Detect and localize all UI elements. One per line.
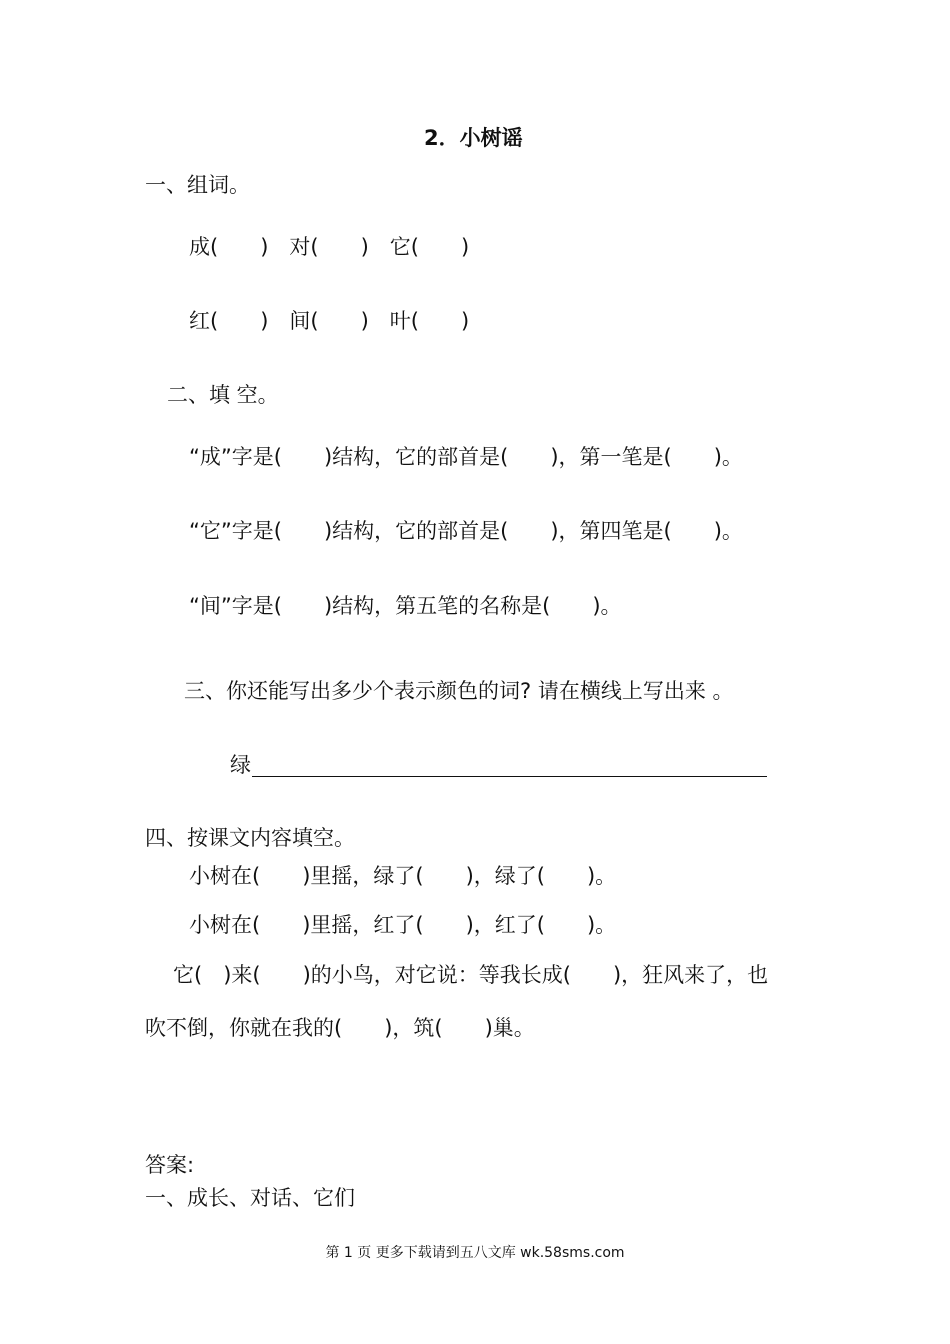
section1-row1: 成( ) 对( ) 它( ) <box>189 235 470 259</box>
section2-line3: “间”字是( )结构，第五笔的名称是( )。 <box>189 594 622 618</box>
section4-heading: 四、按课文内容填空。 <box>145 826 355 850</box>
section4-line2: 小树在( )里摇，红了( )，红了( )。 <box>189 913 617 937</box>
page-title: 2．小树谣 <box>424 126 523 150</box>
section2-line1: “成”字是( )结构，它的部首是( )，第一笔是( )。 <box>189 445 743 469</box>
answers-heading: 答案: <box>145 1153 195 1177</box>
section2-line2: “它”字是( )结构，它的部首是( )，第四笔是( )。 <box>189 519 743 543</box>
section4-line4: 吹不倒，你就在我的( )，筑( )巢。 <box>145 1016 535 1040</box>
section3-start-word: 绿 <box>230 753 251 777</box>
section4-line3: 它( )来( )的小鸟，对它说：等我长成( )，狂风来了，也 <box>173 963 769 987</box>
section4-line1: 小树在( )里摇，绿了( )，绿了( )。 <box>189 864 617 888</box>
section2-heading: 二、填 空。 <box>167 383 279 407</box>
answer-underline <box>252 776 767 777</box>
section1-row2: 红( ) 间( ) 叶( ) <box>189 309 470 333</box>
section3-heading: 三、你还能写出多少个表示颜色的词? 请在横线上写出来 。 <box>184 679 734 703</box>
answers-line1: 一、成长、对话、它们 <box>145 1186 355 1210</box>
section1-heading: 一、组词。 <box>145 173 250 197</box>
page-footer: 第 1 页 更多下载请到五八文库 wk.58sms.com <box>325 1245 625 1261</box>
